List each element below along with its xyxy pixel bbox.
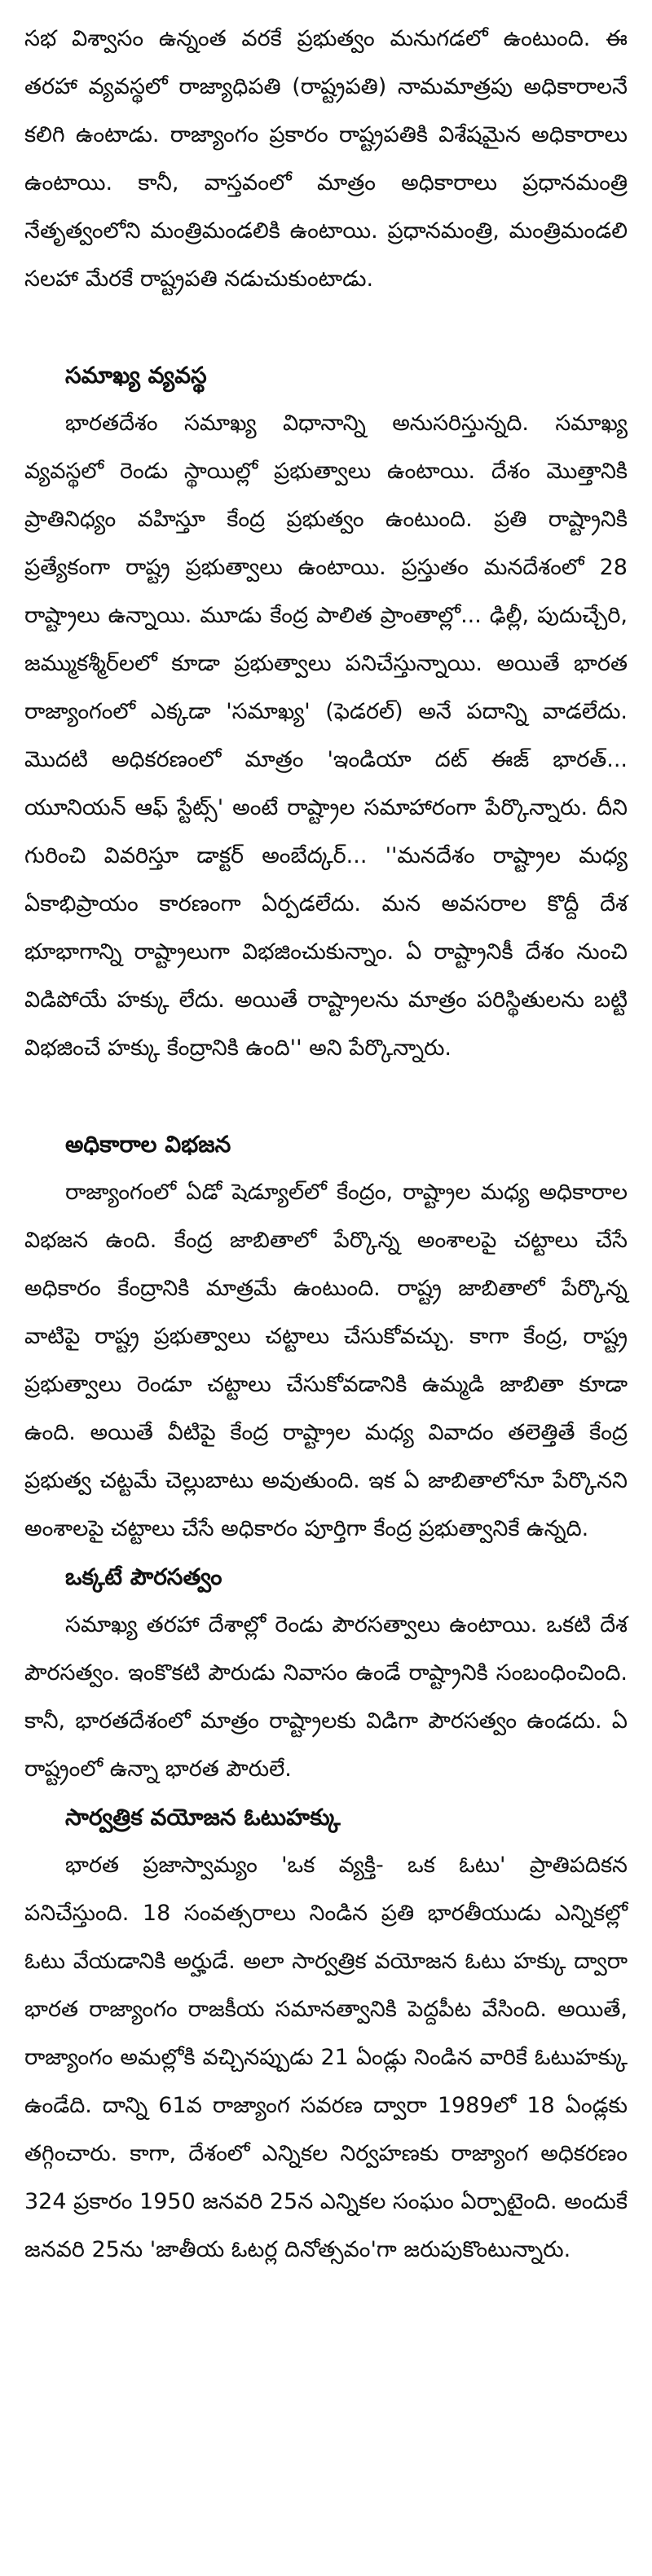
federal-system-paragraph: భారతదేశం సమాఖ్య విధానాన్ని అనుసరిస్తున్నది. సమాఖ్య వ్యవస్థలో రెండు స్థాయిల్లో ప్రభుత్వాలు ఉంటాయి. దేశం మొత్తానికి ప్రాతినిధ్యం వహిస్తూ కేంద్ర ప్రభుత్వం ఉంటుంది. ప్రతి రాష్ట్రానికి ప్రత్యేకంగా రాష్ట్ర ప్రభుత్వాలు ఉంటాయి. ప్రస్తుతం మనదేశంలో 28 రాష్ట్రాలు ఉన్నాయి. మూడు కేంద్ర పాలిత ప్రాంతాల్లో... ఢిల్లీ, పుదుచ్చేరి, జమ్ముకశ్మీర్‌లలో కూడా ప్రభుత్వాలు పనిచేస్తున్నాయి. అయితే భారత రాజ్యాంగంలో ఎక్కడా 'సమాఖ్య' (ఫెడరల్) అనే పదాన్ని వాడలేదు. మొదటి అధికరణంలో మాత్రం 'ఇండియా దట్ ఈజ్ భారత్... యూనియన్ ఆఫ్ స్టేట్స్' అంటే రాష్ట్రాల సమాహారంగా పేర్కొన్నారు. దీని గురించి వివరిస్తూ డాక్టర్ అంబేద్కర్... ''మనదేశం రాష్ట్రాల మధ్య ఏకాభిప్రాయం కారణంగా ఏర్పడలేదు. మన అవసరాల కొద్దీ దేశ భూభాగాన్ని రాష్ట్రాలుగా విభజించుకున్నాం. ఏ రాష్ట్రానికీ దేశం నుంచి విడిపోయే హక్కు లేదు. అయితే రాష్ట్రాలను మాత్రం పరిస్థితులను బట్టి విభజించే హక్కు కేంద్రానికి ఉంది'' అని పేర్కొన్నారు. — [24, 411, 628, 1061]
single-citizenship-heading: ఒక్కటే పౌరసత్వం — [65, 1563, 222, 1590]
federal-system-heading: సమాఖ్య వ్యవస్థ — [65, 362, 207, 389]
section-gap — [24, 303, 628, 351]
division-of-powers-paragraph: రాజ్యాంగంలో ఏడో షెడ్యూల్‌లో కేంద్రం, రాష్ట్రాల మధ్య అధికారాల విభజన ఉంది. కేంద్ర జాబితాలో పేర్కొన్న అంశాలపై చట్టాలు చేసే అధికారం కేంద్రానికి మాత్రమే ఉంటుంది. రాష్ట్ర జాబితాలో పేర్కొన్న వాటిపై రాష్ట్ర ప్రభుత్వాలు చట్టాలు చేసుకోవచ్చు. కాగా కేంద్ర, రాష్ట్ర ప్రభుత్వాలు రెండూ చట్టాలు చేసుకోవడానికి ఉమ్మడి జాబితా కూడా ఉంది. అయితే వీటిపై కేంద్ర రాష్ట్రాల మధ్య వివాదం తలెత్తితే కేంద్ర ప్రభుత్వ చట్టమే చెల్లుబాటు అవుతుంది. ఇక ఏ జాబితాలోనూ పేర్కొనని అంశాలపై చట్టాలు చేసే అధికారం పూర్తిగా కేంద్ర ప్రభుత్వానికే ఉన్నది. — [24, 1180, 628, 1541]
section-gap — [24, 1072, 628, 1120]
universal-adult-franchise-heading: సార్వత్రిక వయోజన ఓటుహక్కు — [65, 1804, 341, 1831]
division-of-powers-heading: అధికారాల విభజన — [65, 1131, 231, 1158]
intro-paragraph: సభ విశ్వాసం ఉన్నంత వరకే ప్రభుత్వం మనుగడలో ఉంటుంది. ఈ తరహా వ్యవస్థలో రాజ్యాధిపతి (రాష్ట్రపతి) నామమాత్రపు అధికారాలనే కలిగి ఉంటాడు. రాజ్యాంగం ప్రకారం రాష్ట్రపతికి విశేషమైన అధికారాలు ఉంటాయి. కానీ, వాస్తవంలో మాత్రం అధికారాలు ప్రధానమంత్రి నేతృత్వంలోని మంత్రిమండలికి ఉంటాయి. ప్రధానమంత్రి, మంత్రిమండలి సలహా మేరకే రాష్ట్రపతి నడుచుకుంటాడు. — [24, 26, 628, 292]
single-citizenship-paragraph: సమాఖ్య తరహా దేశాల్లో రెండు పౌరసత్వాలు ఉంటాయి. ఒకటి దేశ పౌరసత్వం. ఇంకొకటి పౌరుడు నివాసం ఉండే రాష్ట్రానికి సంబంధించింది. కానీ, భారతదేశంలో మాత్రం రాష్ట్రాలకు విడిగా పౌరసత్వం ఉండదు. ఏ రాష్ట్రంలో ఉన్నా భారత పౌరులే. — [24, 1612, 628, 1782]
universal-adult-franchise-paragraph: భారత ప్రజాస్వామ్యం 'ఒక వ్యక్తి- ఒక ఓటు' ప్రాతిపదికన పనిచేస్తుంది. 18 సంవత్సరాలు నిండిన ప్రతి భారతీయుడు ఎన్నికల్లో ఓటు వేయడానికి అర్హుడే. అలా సార్వత్రిక వయోజన ఓటు హక్కు ద్వారా భారత రాజ్యాంగం రాజకీయ సమానత్వానికి పెద్దపీట వేసింది. అయితే, రాజ్యాంగం అమల్లోకి వచ్చినప్పుడు 21 ఏండ్లు నిండిన వారికే ఓటుహక్కు ఉండేది. దాన్ని 61వ రాజ్యాంగ సవరణ ద్వారా 1989లో 18 ఏండ్లకు తగ్గించారు. కాగా, దేశంలో ఎన్నికల నిర్వహణకు రాజ్యాంగ అధికరణం 324 ప్రకారం 1950 జనవరి 25న ఎన్నికల సంఘం ఏర్పాటైంది. అందుకే జనవరి 25ను 'జాతీయ ఓటర్ల దినోత్సవం'గా జరుపుకొంటున్నారు. — [24, 1853, 628, 2262]
